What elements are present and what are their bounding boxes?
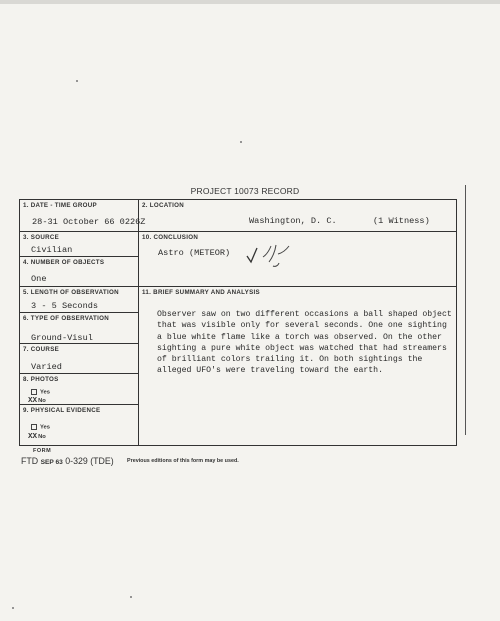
summary-line: of brilliant colors trailing it. On both sightings the xyxy=(157,355,423,365)
footer-code-number: 0-329 (TDE) xyxy=(65,456,114,466)
summary-line: alleged UFO's were traveling toward the earth. xyxy=(157,366,384,376)
summary-line: a blue white flame like a torch was observed. On the other xyxy=(157,332,442,342)
footer-note: Previous editions of this form may be used. xyxy=(127,458,239,464)
location-witness-count: (1 Witness) xyxy=(373,216,430,226)
physical-evidence-label: 9. PHYSICAL EVIDENCE xyxy=(23,407,101,414)
physical-evidence-yes-option xyxy=(31,424,50,431)
handwritten-check-mark xyxy=(245,240,305,272)
number-of-objects-label: 4. NUMBER OF OBJECTS xyxy=(23,259,105,266)
summary-line: Observer saw on two different occasions a ball shaped object xyxy=(157,310,452,319)
photos-field xyxy=(20,374,138,405)
physical-evidence-no-option xyxy=(28,433,46,441)
form-title: PROJECT 10073 RECORD xyxy=(190,186,300,196)
right-column xyxy=(139,200,457,445)
photos-no-option xyxy=(28,397,46,405)
source-label: 3. SOURCE xyxy=(23,234,60,241)
physical-evidence-yes-checkbox xyxy=(31,424,37,430)
scan-speck xyxy=(76,80,78,82)
physical-evidence-no-mark: XX xyxy=(28,433,38,441)
location-field xyxy=(139,200,457,232)
type-of-observation-value: Ground-Visul xyxy=(31,333,93,343)
scan-speck xyxy=(240,141,242,143)
date-time-field xyxy=(20,200,146,232)
type-of-observation-label: 6. TYPE OF OBSERVATION xyxy=(23,315,110,322)
footer-code-prefix: FTD xyxy=(21,456,39,466)
conclusion-label: 10. CONCLUSION xyxy=(142,234,199,241)
summary-text xyxy=(157,309,452,377)
scan-speck xyxy=(130,596,132,598)
course-value: Varied xyxy=(31,362,62,372)
source-value: Civilian xyxy=(31,245,73,255)
source-field xyxy=(20,232,138,257)
scan-side-line xyxy=(465,185,466,435)
location-label: 2. LOCATION xyxy=(142,202,185,209)
date-time-label: 1. DATE - TIME GROUP xyxy=(23,202,97,209)
conclusion-value: Astro (METEOR) xyxy=(158,248,231,258)
course-field xyxy=(20,344,138,374)
location-value: Washington, D. C. xyxy=(249,216,337,226)
footer-form-code xyxy=(21,456,114,466)
physical-evidence-field xyxy=(20,405,138,447)
length-of-observation-value: 3 - 5 Seconds xyxy=(31,301,99,311)
summary-line: that was visible only for several seconds. One one sighting xyxy=(157,321,447,331)
number-of-objects-value: One xyxy=(31,274,47,284)
date-time-value: 28-31 October 66 0226Z xyxy=(32,217,146,227)
physical-evidence-yes-text: Yes xyxy=(40,424,50,431)
footer-code-date: SEP 63 xyxy=(40,459,63,466)
photos-no-mark: XX xyxy=(28,397,38,405)
photos-no-text: No xyxy=(38,398,46,404)
photos-yes-text: Yes xyxy=(40,389,50,396)
physical-evidence-no-text: No xyxy=(38,434,46,440)
scan-top-edge xyxy=(0,0,500,4)
left-column xyxy=(20,200,146,445)
course-label: 7. COURSE xyxy=(23,346,60,353)
photos-yes-checkbox xyxy=(31,389,37,395)
photos-yes-option xyxy=(31,389,50,396)
summary-line: sighting a pure white object was watched that had streamers xyxy=(157,343,447,353)
footer-form-word: FORM xyxy=(33,448,52,454)
summary-field xyxy=(139,287,457,447)
conclusion-field xyxy=(139,232,457,287)
project-record-form xyxy=(19,199,457,446)
length-of-observation-field xyxy=(20,287,138,313)
length-of-observation-label: 5. LENGTH OF OBSERVATION xyxy=(23,289,119,296)
photos-label: 8. PHOTOS xyxy=(23,376,59,383)
scan-speck xyxy=(12,607,14,609)
number-of-objects-field xyxy=(20,257,138,287)
summary-label: 11. BRIEF SUMMARY AND ANALYSIS xyxy=(142,289,260,296)
type-of-observation-field xyxy=(20,313,138,344)
